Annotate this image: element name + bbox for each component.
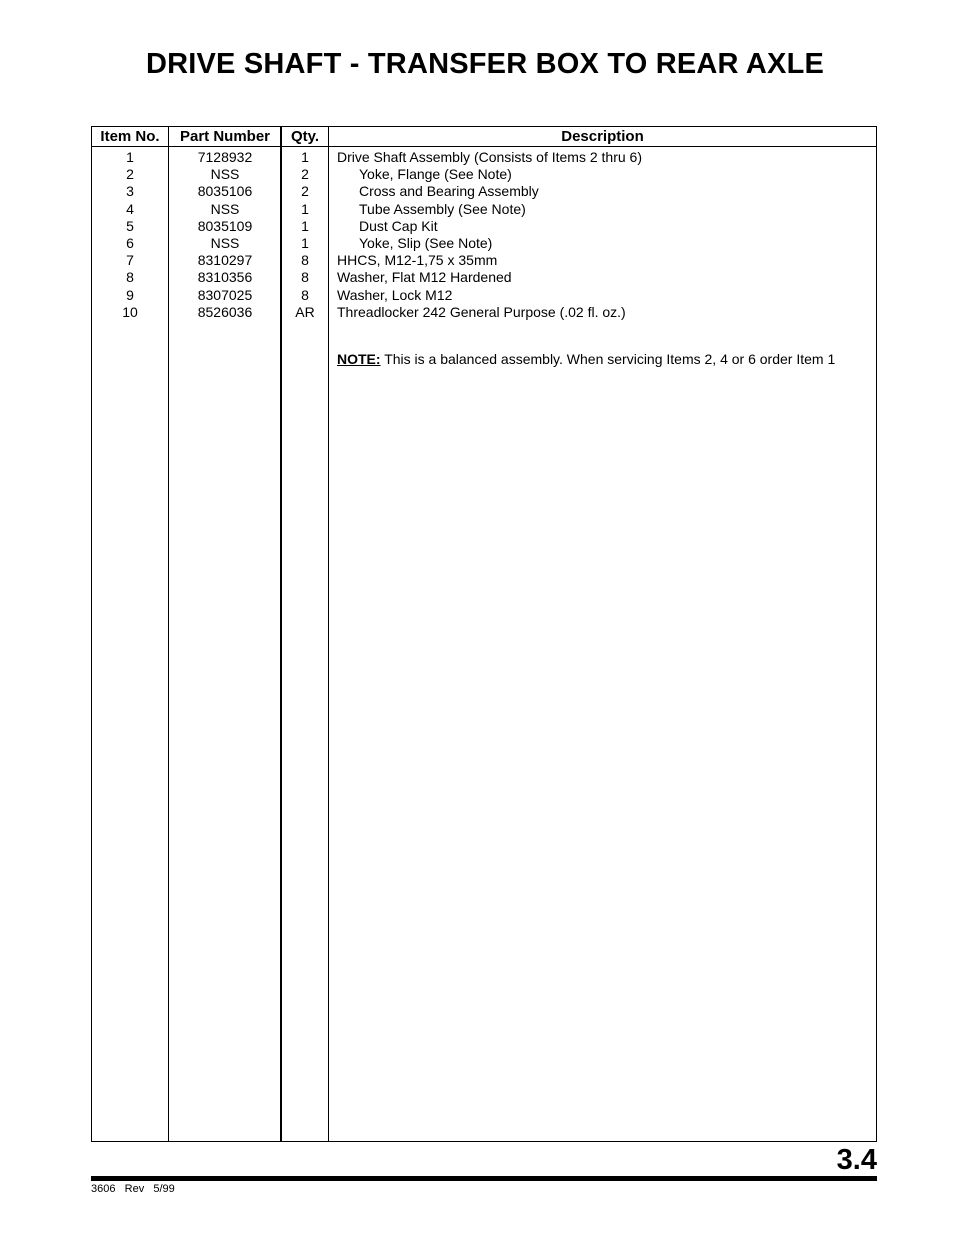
qty-cell: AR	[295, 303, 315, 320]
description-cell: Yoke, Flange (See Note)	[359, 166, 512, 183]
table-row	[92, 304, 876, 321]
table-body	[92, 149, 876, 321]
item-no-cell: 8	[126, 269, 134, 286]
qty-cell: 8	[301, 269, 309, 286]
header-item-no: Item No.	[100, 128, 160, 145]
header-divider	[92, 146, 876, 147]
table-row	[92, 166, 876, 183]
part-number-cell: 8035109	[197, 217, 253, 234]
item-no-cell: 9	[126, 286, 134, 303]
part-number-cell: 8035106	[197, 183, 253, 200]
qty-cell: 1	[301, 217, 309, 234]
note-label: NOTE:	[337, 351, 381, 367]
description-cell: HHCS, M12-1,75 x 35mm	[337, 252, 498, 269]
description-cell: Threadlocker 242 General Purpose (.02 fl. oz.)	[337, 303, 626, 320]
header-qty: Qty.	[290, 128, 320, 145]
part-number-cell: NSS	[210, 166, 240, 183]
table-row	[92, 218, 876, 235]
description-cell: Washer, Flat M12 Hardened	[337, 269, 512, 286]
item-no-cell: 6	[126, 234, 134, 251]
table-row	[92, 149, 876, 166]
item-no-cell: 1	[126, 149, 134, 165]
table-row	[92, 201, 876, 218]
description-cell: Yoke, Slip (See Note)	[359, 234, 493, 251]
section-number: 3.4	[836, 1144, 877, 1176]
qty-cell: 1	[301, 200, 309, 217]
qty-cell: 2	[301, 166, 309, 183]
part-number-cell: 8307025	[197, 286, 253, 303]
qty-cell: 2	[301, 183, 309, 200]
item-no-cell: 10	[122, 303, 138, 320]
part-number-cell: 8310297	[197, 252, 253, 269]
table-row	[92, 269, 876, 286]
item-no-cell: 3	[126, 183, 134, 200]
item-no-cell: 7	[126, 252, 134, 269]
item-no-cell: 5	[126, 217, 134, 234]
description-cell: Drive Shaft Assembly (Consists of Items 2 thru 6)	[337, 149, 642, 165]
page-title: DRIVE SHAFT - TRANSFER BOX TO REAR AXLE	[145, 48, 825, 80]
qty-cell: 8	[301, 286, 309, 303]
part-number-cell: NSS	[210, 200, 240, 217]
table-row	[92, 252, 876, 269]
table-row	[92, 287, 876, 304]
header-part-number: Part Number	[179, 128, 271, 145]
description-cell: Washer, Lock M12	[337, 286, 453, 303]
description-cell: Dust Cap Kit	[359, 217, 438, 234]
qty-cell: 1	[301, 234, 309, 251]
note-text: This is a balanced assembly. When servicing Items 2, 4 or 6 order Item 1	[380, 351, 836, 367]
part-number-cell: NSS	[210, 234, 240, 251]
description-cell: Cross and Bearing Assembly	[359, 183, 539, 200]
part-number-cell: 8310356	[197, 269, 253, 286]
description-cell: Tube Assembly (See Note)	[359, 200, 526, 217]
part-number-cell: 8526036	[197, 303, 253, 320]
qty-cell: 8	[301, 252, 309, 269]
header-description: Description	[561, 128, 644, 145]
footer-rule	[91, 1176, 877, 1181]
table-row	[92, 183, 876, 200]
parts-table	[91, 126, 877, 1142]
item-no-cell: 2	[126, 166, 134, 183]
part-number-cell: 7128932	[197, 149, 253, 165]
item-no-cell: 4	[126, 200, 134, 217]
footer-doc-code: 3606 Rev 5/99	[91, 1183, 175, 1195]
table-row	[92, 235, 876, 252]
note	[337, 351, 835, 368]
qty-cell: 1	[301, 149, 309, 165]
